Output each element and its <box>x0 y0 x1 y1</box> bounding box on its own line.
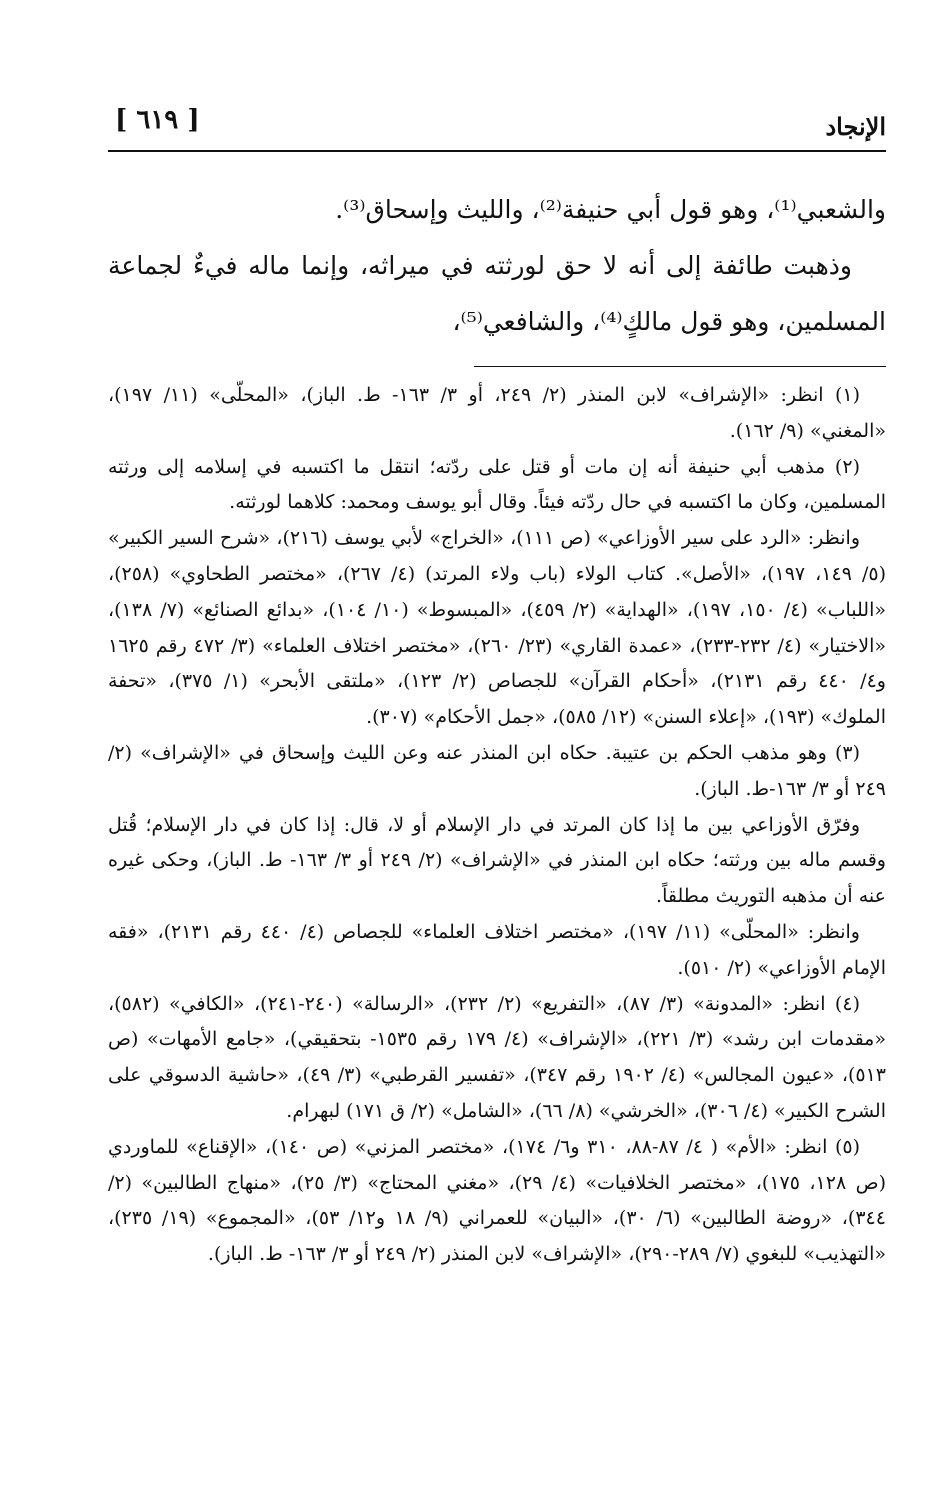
footnote-separator <box>474 366 886 367</box>
footnotes <box>108 378 886 1273</box>
footnote-3: (٣) وهو مذهب الحكم بن عتيبة. حكاه ابن المنذر عنه وعن الليث وإسحاق في «الإشراف» (٢/ ٢٤٩ أو ٣/ ١٦٣-ط. الباز). <box>108 741 886 800</box>
main-paragraph-2: وذهبت طائفة إلى أنه لا حق لورثته في ميراثه، وإنما ماله فيءٌ لجماعة المسلمين، وهو قول مالكٍ⁽⁴⁾، والشافعي⁽⁵⁾، <box>108 251 886 336</box>
footnote-3-awzai: وفرّق الأوزاعي بين ما إذا كان المرتد في دار الإسلام أو لا، قال: إذا كان في دار الإسلام؛ قُتل وقسم ماله بين ورثته؛ حكاه ابن المنذر في «الإشراف» (٢/ ٢٤٩ أو ٣/ ١٦٣- ط. الباز)، وحكى غيره عنه أن مذهبه التوريث مطلقاً. <box>108 813 886 908</box>
footnote-3-refs: وانظر: «المحلّى» (١١/ ١٩٧)، «مختصر اختلاف العلماء» للجصاص (٤/ ٤٤٠ رقم ٢١٣١)، «فقه الإمام الأوزاعي» (٢/ ٥١٠). <box>108 920 886 979</box>
footnote-5: (٥) انظر: «الأم» ( ٤/ ٨٧-٨٨، ٣١٠ و٦/ ١٧٤)، «مختصر المزني» (ص ١٤٠)، «الإقناع» للماوردي (ص ١٢٨، ١٧٥)، «مختصر الخلافيات» (٤/ ٢٩)، «مغني المحتاج» (٣/ ٢٥)، «منهاج الطالبين» (٢/ ٣٤٤)، «روضة الطالبين» (٦/ ٣٠)، «البيان» للعمراني (٩/ ١٨ و١٢/ ٥٣)، «المجموع» (١٩/ ٢٣٥)، «التهذيب» للبغوي (٧/ ٢٨٩-٢٩٠)، «الإشراف» لابن المنذر (٢/ ٢٤٩ أو ٣/ ١٦٣- ط. الباز). <box>108 1135 886 1266</box>
main-text <box>108 182 886 350</box>
footnote-1: (١) انظر: «الإشراف» لابن المنذر (٢/ ٢٤٩، أو ٣/ ١٦٣- ط. الباز)، «المحلّى» (١١/ ١٩٧)، «المغني» (٩/ ١٦٢). <box>108 384 886 442</box>
footnote-2-refs: وانظر: «الرد على سير الأوزاعي» (ص ١١١)، «الخراج» لأبي يوسف (٢١٦)، «شرح السير الكبير» (٥/ ١٤٩، ١٩٧)، «الأصل». كتاب الولاء (باب ولاء المرتد) (٤/ ٢٦٧)، «مختصر الطحاوي» (٢٥٨)، «اللباب» (٤/ ١٥٠، ١٩٧)، «الهداية» (٢/ ٤٥٩)، «المبسوط» (١٠/ ١٠٤)، «بدائع الصنائع» (٧/ ١٣٨)، «الاختيار» (٤/ ٢٣٢-٢٣٣)، «عمدة القاري» (٢٣/ ٢٦٠)، «مختصر اختلاف العلماء» (٣/ ٤٧٢ رقم ١٦٢٥ و٤/ ٤٤٠ رقم ٢١٣١)، «أحكام القرآن» للجصاص (٢/ ١٢٣)، «ملتقى الأبحر» (١/ ٣٧٥)، «تحفة الملوك» (١٩٣)، «إعلاء السنن» (١٢/ ٥٨٥)، «جمل الأحكام» (٣٠٧). <box>108 527 886 729</box>
page-number: [ ٦١٩ ] <box>115 105 200 135</box>
footnote-2: (٢) مذهب أبي حنيفة أنه إن مات أو قتل على ردّته؛ انتقل ما اكتسبه في إسلامه إلى ورثته المسلمين، وكان ما اكتسبه في حال ردّته فيئاً. وقال أبو يوسف ومحمد: كلاهما لورثته. <box>108 455 886 514</box>
running-title: الإنجاد <box>825 112 886 141</box>
main-paragraph-1: والشعبي⁽¹⁾، وهو قول أبي حنيفة⁽²⁾، والليث وإسحاق⁽³⁾. <box>335 195 886 224</box>
footnote-4: (٤) انظر: «المدونة» (٣/ ٨٧)، «التفريع» (٢/ ٢٣٢)، «الرسالة» (٢٤٠-٢٤١)، «الكافي» (٥٨٢)، «مقدمات ابن رشد» (٣/ ٢٢١)، «الإشراف» (٤/ ١٧٩ رقم ١٥٣٥- بتحقيقي)، «جامع الأمهات» (ص ٥١٣)، «عيون المجالس» (٤/ ١٩٠٢ رقم ٣٤٧)، «تفسير القرطبي» (٣/ ٤٩)، «حاشية الدسوقي على الشرح الكبير» (٤/ ٣٠٦)، «الخرشي» (٨/ ٦٦)، «الشامل» (٢/ ق ١٧١) لبهرام. <box>108 992 886 1122</box>
header-rule <box>108 150 886 152</box>
